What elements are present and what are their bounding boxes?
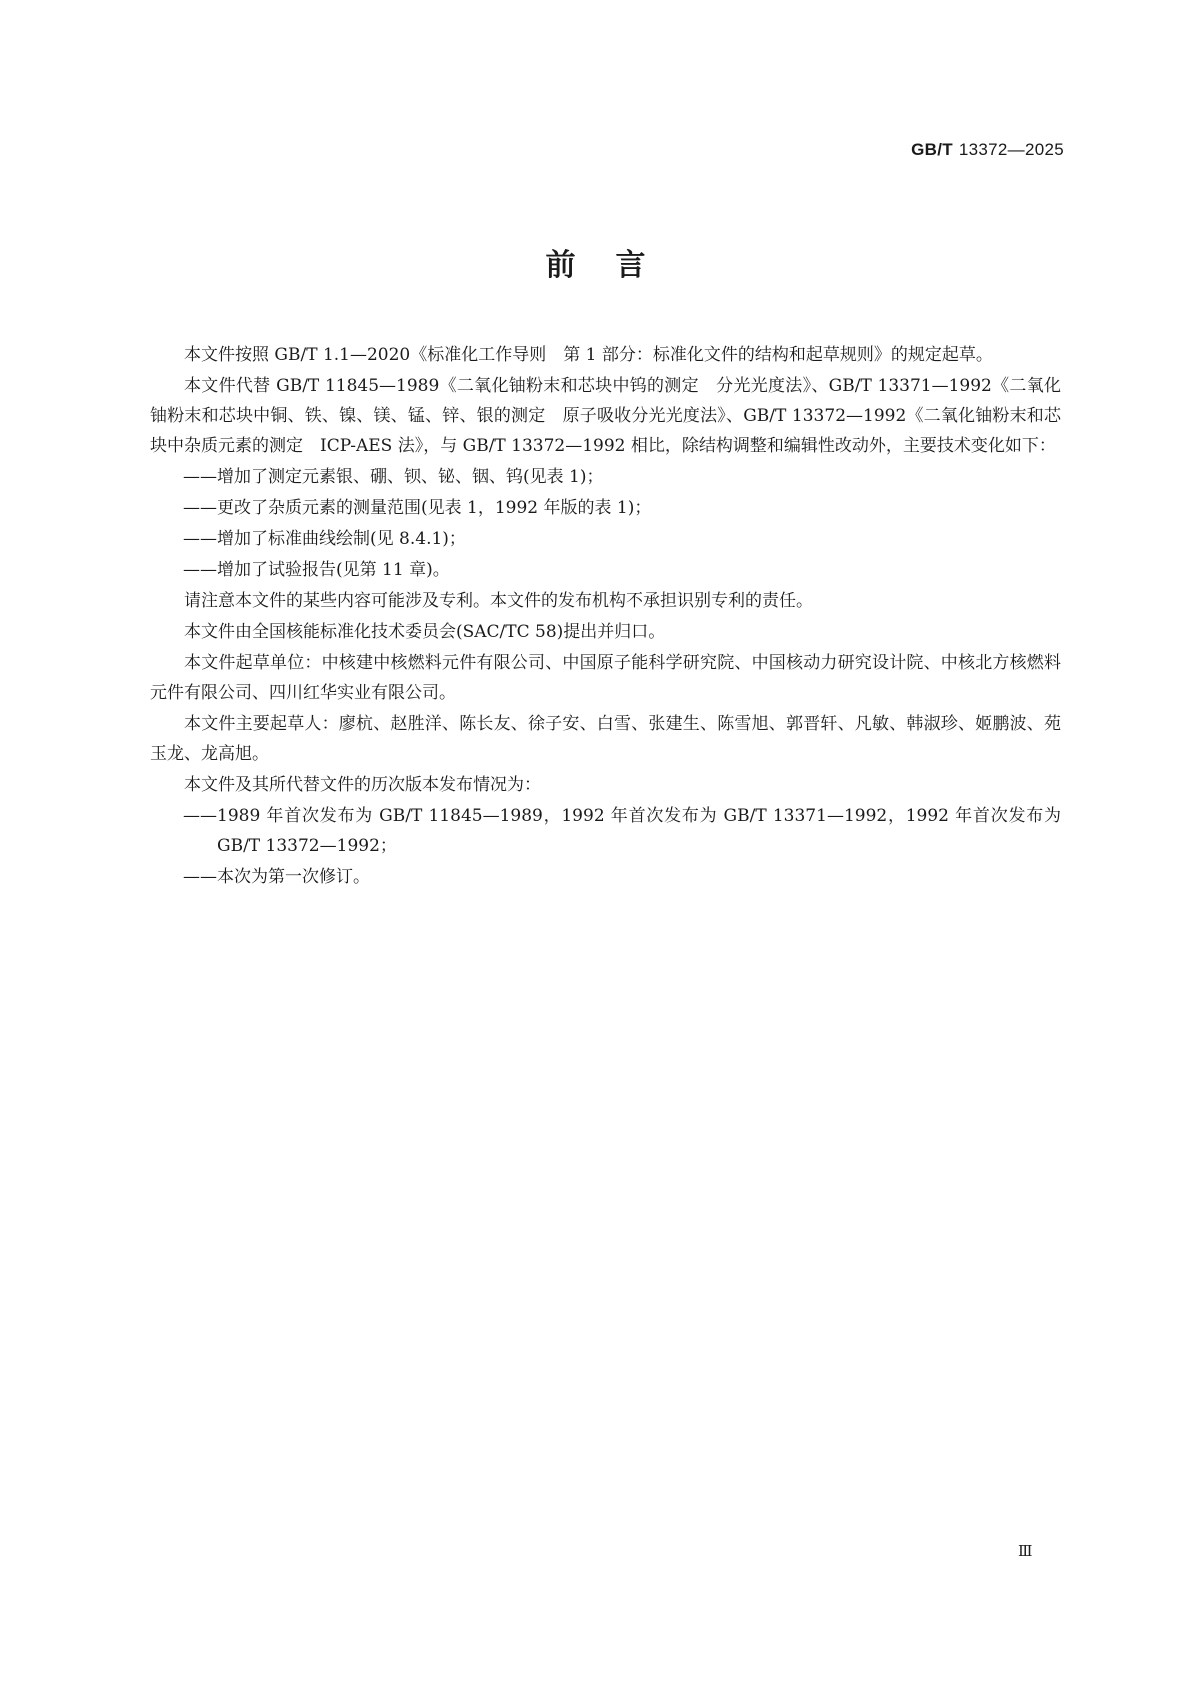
- page-number: Ⅲ: [1018, 1542, 1033, 1560]
- standard-number: [911, 140, 1064, 160]
- standard-prefix: GB/T: [911, 140, 953, 159]
- paragraph-replacement: 本文件代替 GB/T 11845—1989《二氧化铀粉末和芯块中钨的测定 分光光度法》、GB/T 13371—1992《二氧化铀粉末和芯块中铜、铁、镍、镁、锰、锌、银的测定 原子吸收分光光度法》、GB/T 13372—1992《二氧化铀粉末和芯块中杂质元素的测定 ICP-AES 法》，与 GB/T 13372—1992 相比，除结构调整和编辑性改动外，主要技术变化如下：: [150, 376, 1061, 456]
- paragraph-proposer: 本文件由全国核能标准化技术委员会(SAC/TC 58)提出并归口。: [184, 622, 666, 642]
- change-item: ——增加了标准曲线绘制(见 8.4.1)；: [183, 529, 466, 549]
- change-item: ——增加了测定元素银、硼、钡、铋、铟、钨(见表 1)；: [183, 467, 604, 487]
- paragraph-drafting-rules: 本文件按照 GB/T 1.1—2020《标准化工作导则 第 1 部分：标准化文件的结构和起草规则》的规定起草。: [184, 345, 993, 365]
- page-title: 前言: [545, 248, 686, 283]
- paragraph-drafters: 本文件主要起草人：廖杭、赵胜洋、陈长友、徐子安、白雪、张建生、陈雪旭、郭晋轩、凡敏、韩淑珍、姬鹏波、苑玉龙、龙高旭。: [150, 714, 1061, 764]
- history-item: ——本次为第一次修订。: [183, 867, 370, 887]
- history-item: ——1989 年首次发布为 GB/T 11845—1989，1992 年首次发布为 GB/T 13371—1992，1992 年首次发布为 GB/T 13372—1992；: [183, 806, 1061, 856]
- foreword-body: [150, 340, 1061, 893]
- change-item: ——增加了试验报告(见第 11 章)。: [183, 560, 450, 580]
- change-item: ——更改了杂质元素的测量范围(见表 1，1992 年版的表 1)；: [183, 498, 652, 518]
- paragraph-patent-notice: 请注意本文件的某些内容可能涉及专利。本文件的发布机构不承担识别专利的责任。: [184, 591, 813, 611]
- paragraph-history-intro: 本文件及其所代替文件的历次版本发布情况为：: [184, 775, 541, 795]
- paragraph-drafting-units: 本文件起草单位：中核建中核燃料元件有限公司、中国原子能科学研究院、中国核动力研究设计院、中核北方核燃料元件有限公司、四川红华实业有限公司。: [150, 653, 1061, 703]
- standard-code: 13372—2025: [958, 140, 1064, 159]
